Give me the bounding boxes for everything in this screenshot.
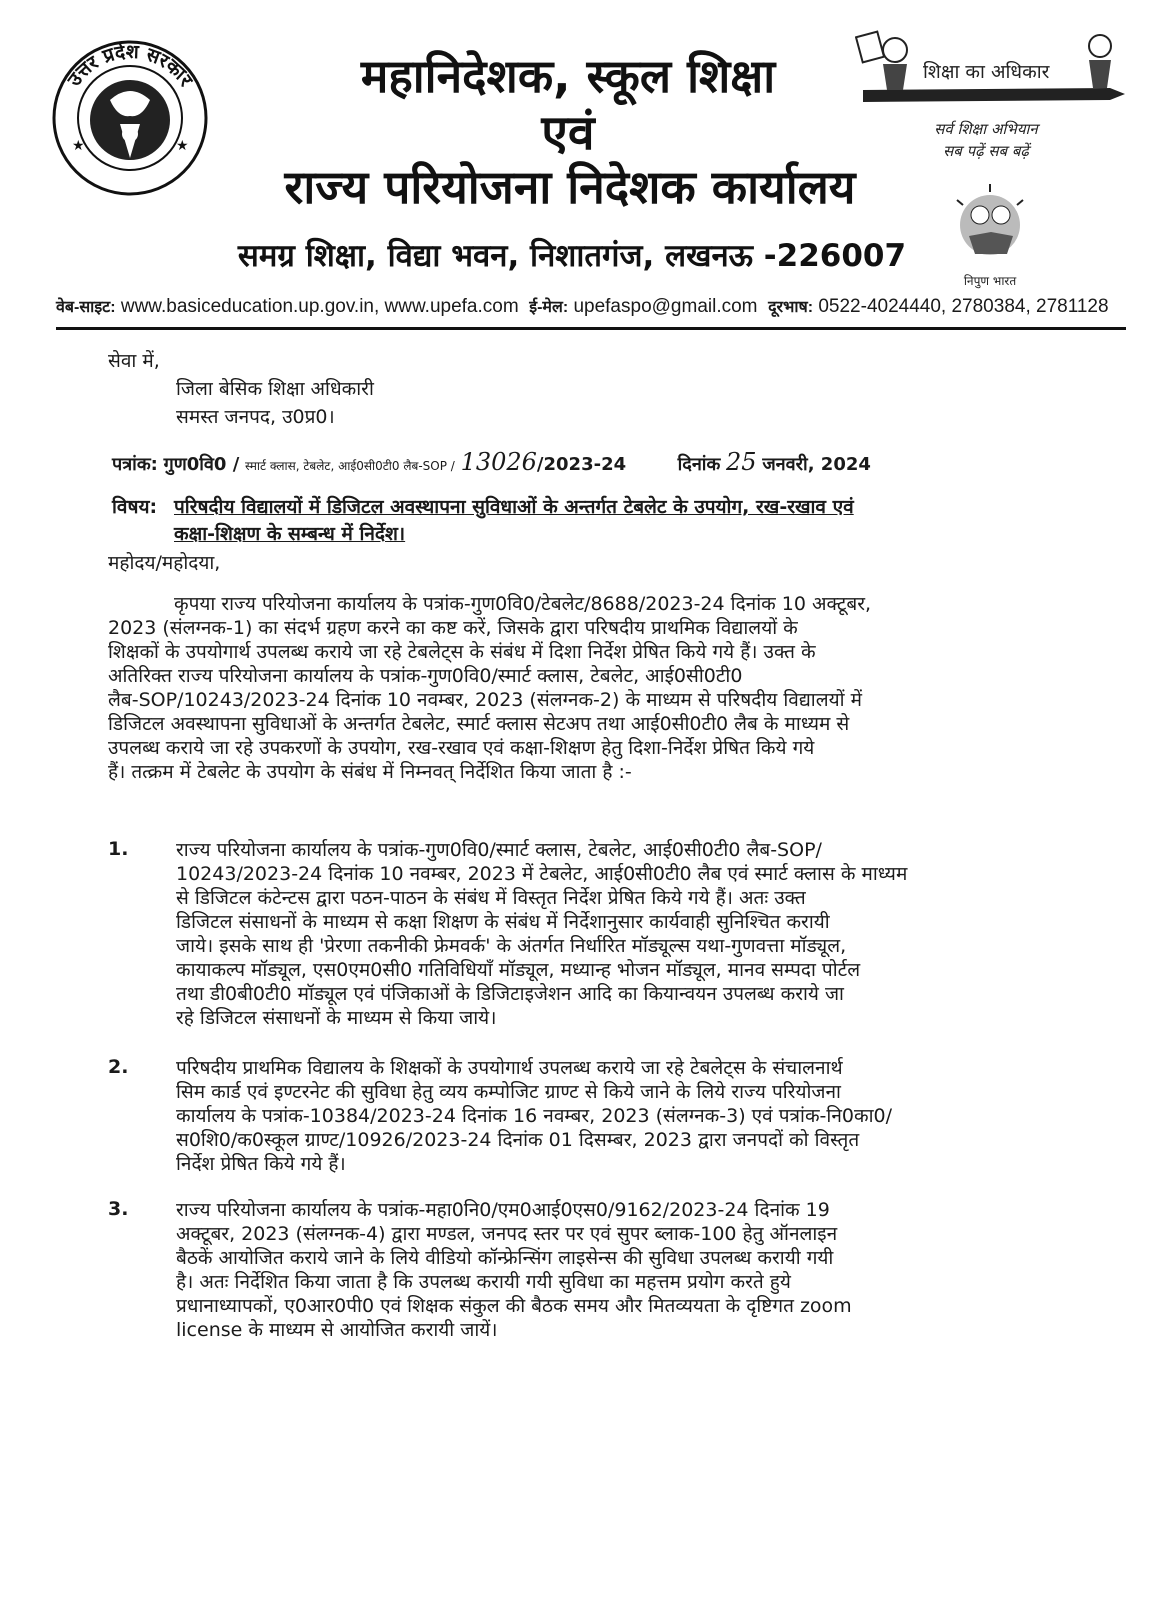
greeting: महोदय/महोदया,	[108, 552, 221, 574]
item-line: स0शि0/क0स्कूल ग्राण्ट/10926/2023-24 दिनांक 01 दिसम्बर, 2023 द्वारा जनपदों को विस्तृत	[176, 1129, 860, 1151]
date-day: 25	[726, 448, 757, 476]
reference-line	[112, 448, 871, 476]
item-line: license के माध्यम से आयोजित करायी जायें।	[176, 1319, 498, 1341]
intro-paragraph	[108, 592, 1016, 784]
up-government-seal	[50, 38, 210, 198]
website: www.basiceducation.up.gov.in, www.upefa.com	[120, 296, 519, 317]
recipient-line1: जिला बेसिक शिक्षा अधिकारी	[176, 378, 374, 400]
ssa-line2: सब पढ़ें सब बढ़ें	[943, 142, 1029, 160]
intro-line: लैब-SOP/10243/2023-24 दिनांक 10 नवम्बर, 2023 (संलग्नक-2) के माध्यम से परिषदीय विद्यालयों में	[108, 689, 862, 711]
item-line: अक्टूबर, 2023 (संलग्नक-4) द्वारा मण्डल, जनपद स्तर पर एवं सुपर ब्लाक-100 हेतु ऑनलाइन	[176, 1223, 838, 1245]
item-line: से डिजिटल कंटेन्टस द्वारा पठन-पाठन के संबंध में विस्तृत निर्देश प्रेषित किये गये हैं। अतः उक्त	[176, 887, 806, 909]
contact-line	[56, 294, 1116, 321]
subject-block	[112, 494, 1014, 548]
intro-line: उपलब्ध कराये जा रहे उपकरणों के उपयोग, रख-रखाव एवं कक्षा-शिक्षण हेतु दिशा-निर्देश प्रेषित किये गये	[108, 737, 815, 759]
intro-line: डिजिटल अवस्थापना सुविधाओं के अन्तर्गत टेबलेट, स्मार्ट क्लास सेटअप तथा आई0सी0टी0 लैब के माध्यम से	[108, 713, 850, 735]
item-line: सिम कार्ड एवं इण्टरनेट की सुविधा हेतु व्यय कम्पोजिट ग्राण्ट से किये जाने के लिये राज्य परियोजना	[176, 1081, 841, 1103]
item-line: राज्य परियोजना कार्यालय के पत्रांक-गुण0वि0/स्मार्ट क्लास, टेबलेट, आई0सी0टी0 लैब-SOP/	[176, 839, 822, 861]
nipun-label: निपुण भारत	[963, 274, 1017, 288]
email-label: ई-मेल:	[529, 299, 569, 316]
letterhead-divider	[56, 327, 1126, 330]
salutation: सेवा में,	[108, 350, 160, 372]
svg-text:★: ★	[72, 138, 85, 154]
item-line: रहे डिजिटल संसाधनों के माध्यम से किया जाये।	[176, 1007, 497, 1029]
item-line: डिजिटल संसाधनों के माध्यम से कक्षा शिक्षण के संबंध में निर्देशानुसार कार्यवाही सुनिश्चित करायी	[176, 911, 830, 933]
office-title-line3: राज्य परियोजना निदेशक कार्यालय	[284, 160, 856, 214]
reference-label: पत्रांक:	[112, 454, 158, 475]
reference-prefix: गुण0वि0 /	[163, 454, 240, 475]
ssa-logo-text	[926, 118, 1046, 162]
item-line: है। अतः निर्देशित किया जाता है कि उपलब्ध करायी गयी सुविधा का महत्तम प्रयोग करते हुये	[176, 1271, 791, 1293]
reference-number: 13026	[460, 448, 537, 476]
phone: 0522-4024440, 2780384, 2781128	[818, 296, 1109, 317]
subject-line1: परिषदीय विद्यालयों में डिजिटल अवस्थापना सुविधाओं के अन्तर्गत टेबलेट के उपयोग, रख-रखाव एवं	[174, 496, 854, 518]
rte-label: शिक्षा का अधिकार	[923, 61, 1050, 83]
reference-subject-code: स्मार्ट क्लास, टेबलेट, आई0सी0टी0 लैब-SOP /	[245, 459, 455, 473]
item-number: 1.	[108, 838, 129, 860]
email: upefaspo@gmail.com	[573, 296, 758, 317]
item-line: निर्देश प्रेषित किये गये हैं।	[176, 1153, 346, 1175]
svg-text:★: ★	[176, 138, 189, 154]
recipient-line2: समस्त जनपद, उ0प्र0।	[176, 406, 335, 428]
reference-year: /2023-24	[536, 454, 627, 475]
intro-line: हैं। तत्क्रम में टेबलेट के उपयोग के संबंध में निम्नवत् निर्देशित किया जाता है :-	[108, 761, 632, 783]
item-line: राज्य परियोजना कार्यालय के पत्रांक-महा0नि0/एम0आई0एस0/9162/2023-24 दिनांक 19	[176, 1199, 830, 1221]
item-line: तथा डी0बी0टी0 मॉड्यूल एवं पंजिकाओं के डिजिटाइजेशन आदि का कियान्वयन उपलब्ध कराये जा	[176, 983, 844, 1005]
office-title-line1: महानिदेशक, स्कूल शिक्षा	[360, 49, 776, 103]
item-line: जाये। इसके साथ ही 'प्रेरणा तकनीकी फ्रेमवर्क' के अंतर्गत निर्धारित मॉड्यूल्स यथा-गुणवत्ता मॉड्यूल,	[176, 935, 847, 957]
item-number: 3.	[108, 1198, 129, 1220]
website-label: वेब-साइट:	[56, 299, 116, 316]
item-3	[176, 1198, 1016, 1342]
intro-line: 2023 (संलग्नक-1) का संदर्भ ग्रहण करने का कष्ट करें, जिसके द्वारा परिषदीय प्राथमिक विद्यालयों के	[108, 617, 798, 639]
item-line: कायाकल्प मॉड्यूल, एस0एम0सी0 गतिविधियॉं मॉड्यूल, मध्यान्ह भोजन मॉड्यूल, मानव सम्पदा पोर्टल	[176, 959, 861, 981]
date-month-year: जनवरी, 2024	[762, 454, 871, 475]
intro-line: कृपया राज्य परियोजना कार्यालय के पत्रांक-गुण0वि0/टेबलेट/8688/2023-24 दिनांक 10 अक्टूबर,	[174, 593, 872, 615]
subject-label: विषय:	[112, 496, 158, 518]
ssa-line1: सर्व शिक्षा अभियान	[934, 120, 1038, 138]
item-line: कार्यालय के पत्रांक-10384/2023-24 दिनांक 16 नवम्बर, 2023 (संलग्नक-3) एवं पत्रांक-नि0का0/	[176, 1105, 892, 1127]
item-line: बैठकें आयोजित कराये जाने के लिये वीडियो कॉन्फ्रेन्सिंग लाइसेन्स की सुविधा उपलब्ध करायी गयी	[176, 1247, 834, 1269]
item-2	[176, 1056, 1016, 1176]
item-line: प्रधानाध्यापकों, ए0आर0पी0 एवं शिक्षक संकुल की बैठक समय और मितव्ययता के दृष्टिगत zoom	[176, 1295, 852, 1317]
subject-text	[174, 494, 1014, 548]
date-label: दिनांक	[677, 454, 721, 475]
intro-line: शिक्षकों के उपयोगार्थ उपलब्ध कराये जा रहे टेबलेट्स के संबंध में दिशा निर्देश प्रेषित किये गये हैं। उक्त के	[108, 641, 816, 663]
office-title-line2: एवं	[541, 105, 595, 161]
office-address: समग्र शिक्षा, विद्या भवन, निशातगंज, लखनऊ -226007	[237, 238, 907, 274]
nipun-bharat-logo-icon	[945, 180, 1035, 280]
intro-line: अतिरिक्त राज्य परियोजना कार्यालय के पत्रांक-गुण0वि0/स्मार्ट क्लास, टेबलेट, आई0सी0टी0	[108, 665, 743, 687]
item-number: 2.	[108, 1056, 129, 1078]
phone-label: दूरभाष:	[768, 299, 814, 316]
subject-line2: कक्षा-शिक्षण के सम्बन्ध में निर्देश।	[174, 523, 406, 545]
svg-text:उत्तर प्रदेश सरकार: उत्तर प्रदेश सरकार	[63, 40, 197, 91]
item-line: परिषदीय प्राथमिक विद्यालय के शिक्षकों के उपयोगार्थ उपलब्ध कराये जा रहे टेबलेट्स के संचालनार्थ	[176, 1057, 843, 1079]
item-1	[176, 838, 1016, 1030]
item-line: 10243/2023-24 दिनांक 10 नवम्बर, 2023 में टेबलेट, आई0सी0टी0 लैब एवं स्मार्ट क्लास के माध्यम	[176, 863, 908, 885]
